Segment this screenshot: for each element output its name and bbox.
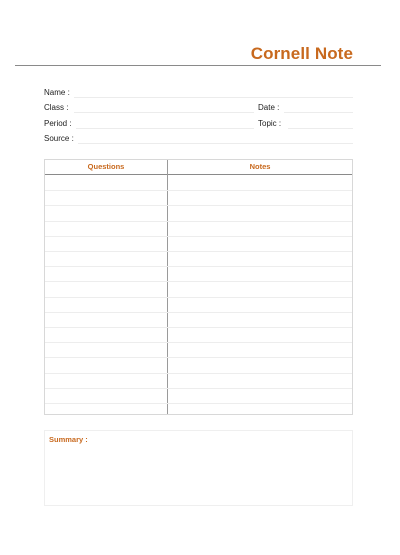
table-row	[45, 236, 352, 237]
table-row	[45, 297, 352, 298]
table-row	[45, 357, 352, 358]
period-label: Period :	[44, 119, 72, 128]
date-field[interactable]	[258, 101, 353, 113]
table-row	[45, 190, 352, 191]
table-row	[45, 266, 352, 267]
summary-label: Summary :	[49, 435, 88, 444]
class-field[interactable]	[44, 101, 254, 113]
topic-line	[288, 128, 353, 129]
period-field[interactable]	[44, 117, 254, 129]
questions-header: Questions	[87, 162, 125, 171]
column-divider	[167, 160, 168, 414]
name-label: Name :	[44, 88, 70, 97]
table-row	[45, 205, 352, 206]
table-row	[45, 388, 352, 389]
class-label: Class :	[44, 103, 69, 112]
table-row	[45, 327, 352, 328]
name-line	[74, 97, 353, 98]
topic-field[interactable]	[258, 117, 353, 129]
page-title: Cornell Note	[250, 44, 353, 63]
date-label: Date :	[258, 103, 280, 112]
period-line	[76, 128, 254, 129]
summary-box[interactable]	[44, 430, 353, 506]
table-row	[45, 403, 352, 404]
notes-table	[44, 159, 353, 415]
topic-label: Topic :	[258, 119, 282, 128]
notes-header: Notes	[249, 162, 271, 171]
date-line	[284, 112, 353, 113]
source-line	[78, 143, 353, 144]
name-field[interactable]	[44, 86, 353, 98]
title-divider	[15, 65, 381, 66]
table-row	[45, 373, 352, 374]
table-header	[45, 160, 352, 175]
table-row	[45, 251, 352, 252]
table-row	[45, 221, 352, 222]
table-row	[45, 312, 352, 313]
source-label: Source :	[44, 134, 74, 143]
source-field[interactable]	[44, 132, 353, 144]
class-line	[74, 112, 254, 113]
table-row	[45, 342, 352, 343]
table-row	[45, 281, 352, 282]
